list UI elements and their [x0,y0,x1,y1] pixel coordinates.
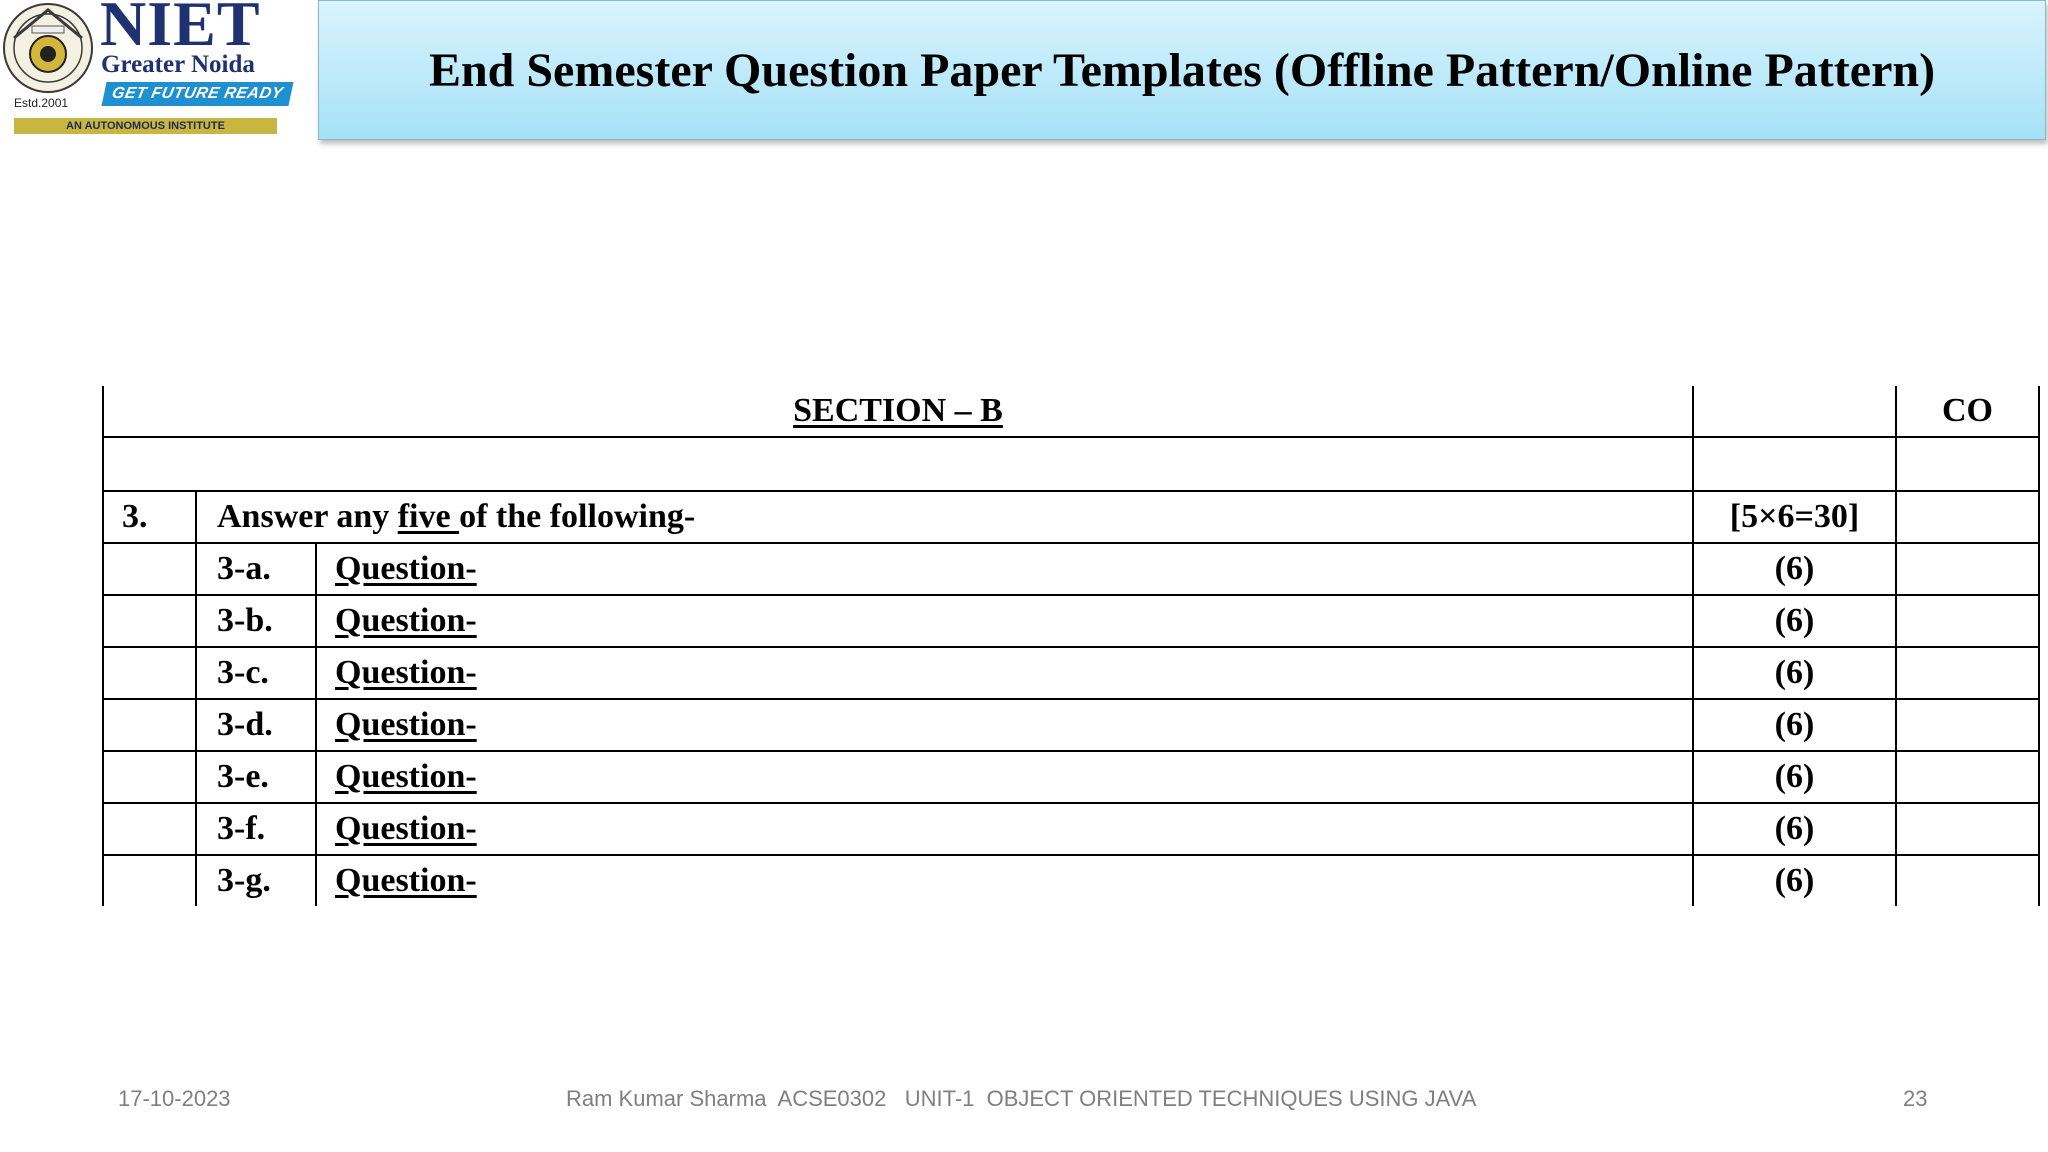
sub-question-text: Question- [335,602,477,639]
table-row [103,855,2039,906]
blank-row [103,437,2039,491]
table-header-row [103,386,2039,437]
sub-question-marks: (6) [1693,855,1896,906]
logo-city: Greater Noida [101,51,255,78]
sub-question-text-cell [316,543,1693,595]
instruction-emphasis: five [397,498,460,535]
footer-date: 17-10-2023 [118,1086,231,1111]
table-row [103,647,2039,699]
table-row [103,803,2039,855]
question-paper-table [102,386,2040,906]
logo-autonomous-band: AN AUTONOMOUS INSTITUTE [14,118,277,134]
marks-heading-cell [1693,386,1896,437]
sub-question-label: 3-g. [196,855,316,906]
slide-title: End Semester Question Paper Templates (Offline Pattern/Online Pattern) [428,43,1936,97]
co-cell [1896,751,2039,803]
logo-tagline: GET FUTURE READY [101,82,293,106]
sub-question-text-cell [316,647,1693,699]
sub-question-text: Question- [335,810,477,847]
footer-course-info: Ram Kumar Sharma ACSE0302 UNIT-1 OBJECT ORIENTED TECHNIQUES USING JAVA [566,1086,1477,1111]
sub-question-text: Question- [335,862,477,899]
table-row [103,751,2039,803]
section-heading-cell [103,386,1693,437]
table-row [103,543,2039,595]
institute-logo [0,0,285,140]
instruction-prefix: Answer any [217,498,398,535]
sub-question-label: 3-b. [196,595,316,647]
sub-question-label: 3-f. [196,803,316,855]
table-row [103,699,2039,751]
sub-question-marks: (6) [1693,699,1896,751]
sub-question-label: 3-e. [196,751,316,803]
table-row [103,595,2039,647]
sub-question-label: 3-c. [196,647,316,699]
sub-question-text-cell [316,751,1693,803]
logo-name: NIET [100,0,261,59]
title-banner [318,0,2046,140]
co-cell [1896,491,2039,543]
sub-question-text-cell [316,699,1693,751]
sub-question-text: Question- [335,758,477,795]
sub-question-text: Question- [335,654,477,691]
sub-question-label: 3-a. [196,543,316,595]
sub-question-text-cell [316,803,1693,855]
co-heading: CO [1896,386,2039,437]
sub-question-marks: (6) [1693,543,1896,595]
co-cell [1896,855,2039,906]
sub-question-marks: (6) [1693,803,1896,855]
sub-question-marks: (6) [1693,751,1896,803]
instruction-row [103,491,2039,543]
logo-estd: Estd.2001 [14,96,69,110]
sub-question-text-cell [316,855,1693,906]
sub-question-text-cell [316,595,1693,647]
instruction-suffix: of the following- [459,498,696,535]
section-heading: SECTION – B [793,392,1003,429]
footer-page-number: 23 [1903,1086,1928,1111]
institute-seal-icon [2,2,94,94]
instruction-cell [196,491,1693,543]
sub-question-text: Question- [335,550,477,587]
sub-question-marks: (6) [1693,647,1896,699]
sub-question-marks: (6) [1693,595,1896,647]
co-cell [1896,647,2039,699]
co-cell [1896,595,2039,647]
sub-question-label: 3-d. [196,699,316,751]
total-marks: [5×6=30] [1693,491,1896,543]
co-cell [1896,543,2039,595]
co-cell [1896,699,2039,751]
co-cell [1896,803,2039,855]
question-number: 3. [103,491,196,543]
sub-question-text: Question- [335,706,477,743]
